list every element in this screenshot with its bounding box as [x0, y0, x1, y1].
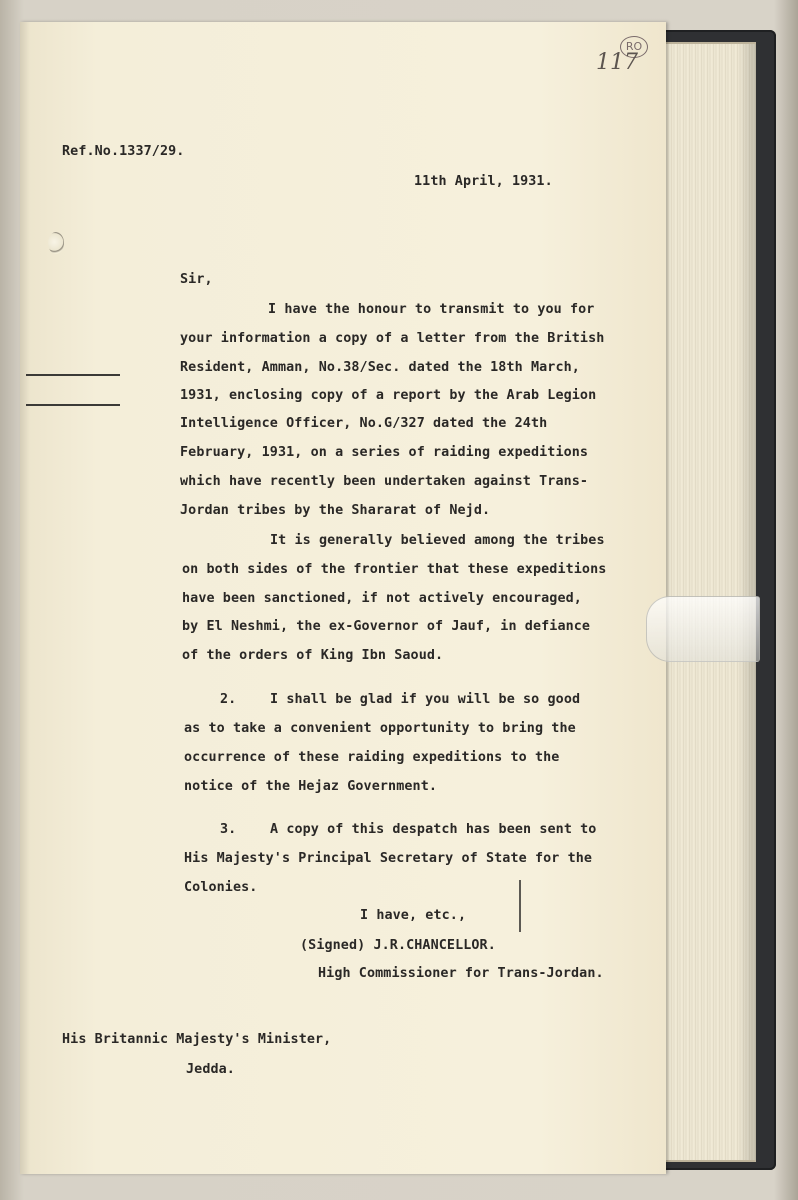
paragraph-1b-line: have been sanctioned, if not actively encouraged, — [182, 591, 582, 606]
folio-stamp: RO — [620, 36, 648, 58]
paragraph-1-line: Jordan tribes by the Shararat of Nejd. — [180, 503, 491, 518]
paragraph-2-line: notice of the Hejaz Government. — [184, 779, 438, 794]
signature-line: (Signed) J.R.CHANCELLOR. — [300, 938, 496, 953]
paragraph-3-number: 3. — [220, 822, 237, 837]
paragraph-1-line: 1931, enclosing copy of a report by the Arab Legion — [180, 388, 597, 403]
punch-hole — [48, 232, 64, 254]
paragraph-1-line: Intelligence Officer, No.G/327 dated the 24th — [180, 416, 548, 431]
paragraph-1-line: Resident, Amman, No.38/Sec. dated the 18th March, — [180, 360, 580, 375]
paragraph-3-line: His Majesty's Principal Secretary of State for the — [184, 851, 593, 866]
closing-line: I have, etc., — [360, 908, 467, 923]
page-marker-tab — [646, 596, 760, 662]
paragraph-1-line: which have recently been undertaken against Trans- — [180, 474, 589, 489]
page-gutter-shadow — [20, 22, 30, 1174]
folio-number: 117 — [596, 50, 638, 75]
paragraph-1b-line: on both sides of the frontier that these expeditions — [182, 562, 607, 577]
paragraph-1b-line: It is generally believed among the tribes — [270, 533, 605, 548]
addressee-line: His Britannic Majesty's Minister, — [62, 1032, 332, 1047]
margin-rule-2 — [26, 404, 120, 406]
paragraph-1-line: your information a copy of a letter from the British — [180, 331, 605, 346]
paragraph-1b-line: by El Neshmi, the ex-Governor of Jauf, in defiance — [182, 619, 591, 634]
paragraph-1-line: I have the honour to transmit to you for — [268, 302, 595, 317]
paragraph-1-line: February, 1931, on a series of raiding expeditions — [180, 445, 589, 460]
addressee-city: Jedda. — [186, 1062, 235, 1077]
paragraph-2-line: I shall be glad if you will be so good — [270, 692, 581, 707]
reference-number: Ref.No.1337/29. — [62, 144, 185, 159]
paragraph-3-line: Colonies. — [184, 880, 258, 895]
ink-mark — [519, 880, 521, 932]
signatory-title: High Commissioner for Trans-Jordan. — [318, 966, 604, 981]
paragraph-2-number: 2. — [220, 692, 237, 707]
paragraph-2-line: occurrence of these raiding expeditions to the — [184, 750, 560, 765]
paragraph-1b-line: of the orders of King Ibn Saoud. — [182, 648, 444, 663]
paragraph-2-line: as to take a convenient opportunity to bring the — [184, 721, 576, 736]
margin-rule-1 — [26, 374, 120, 376]
salutation: Sir, — [180, 272, 213, 287]
paragraph-3-line: A copy of this despatch has been sent to — [270, 822, 597, 837]
letter-date: 11th April, 1931. — [414, 174, 553, 189]
